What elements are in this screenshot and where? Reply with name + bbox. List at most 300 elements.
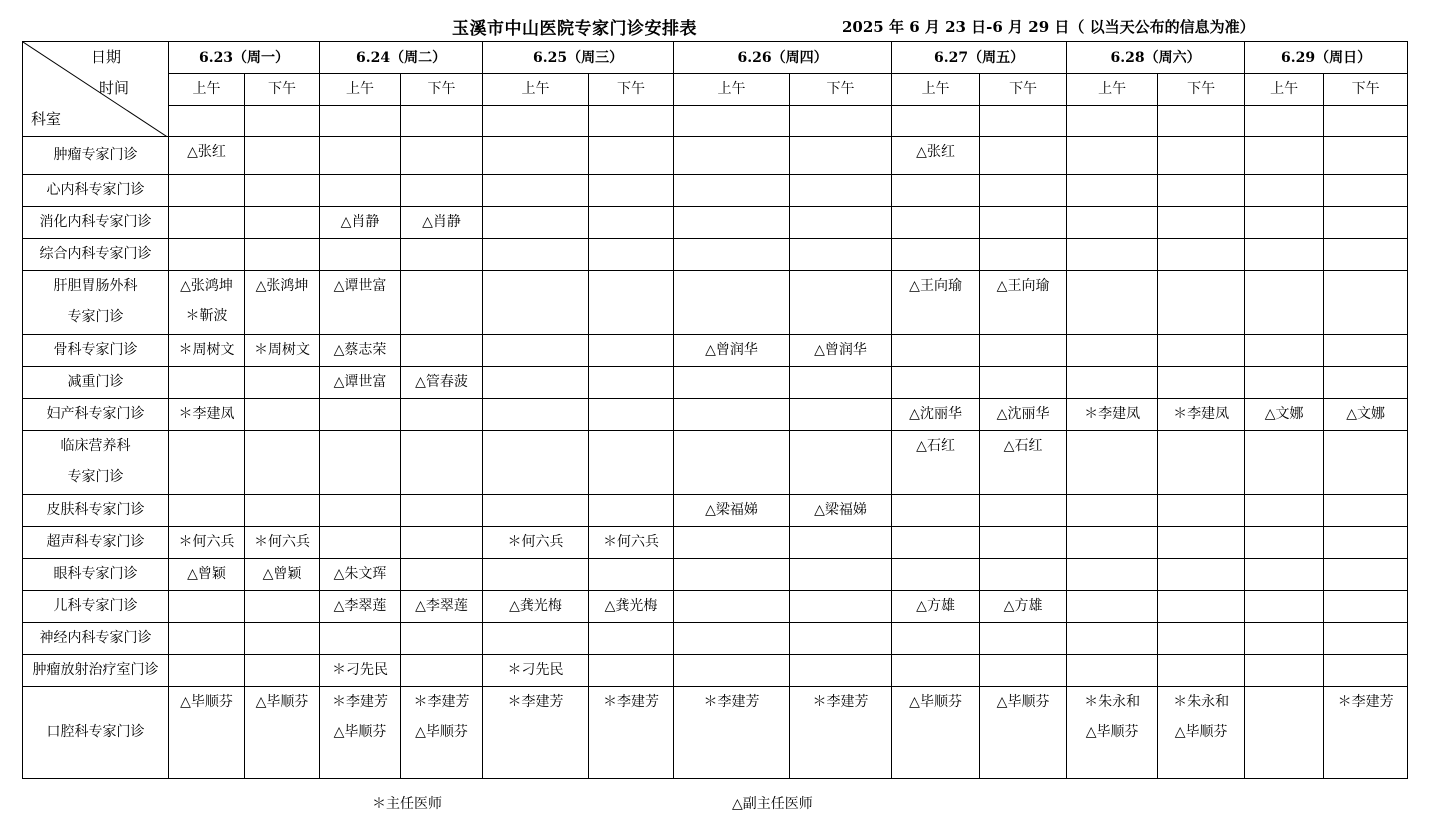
schedule-cell	[790, 655, 892, 687]
schedule-cell	[1324, 431, 1408, 495]
schedule-cell	[401, 399, 483, 431]
schedule-cell	[245, 207, 320, 239]
schedule-cell	[892, 239, 980, 271]
schedule-cell	[401, 687, 483, 779]
doctor-entry: △张红	[916, 144, 955, 160]
day-header: 6.25（周三）	[483, 42, 674, 74]
schedule-cell	[589, 175, 674, 207]
doctor-entry: △梁福娣	[705, 502, 758, 518]
schedule-cell	[1324, 495, 1408, 527]
department-name-line: 专家门诊	[67, 469, 124, 485]
schedule-cell	[169, 335, 245, 367]
schedule-cell	[790, 591, 892, 623]
doctor-entry: ＊李建凤	[1173, 406, 1230, 422]
schedule-cell	[320, 239, 401, 271]
schedule-cell	[401, 239, 483, 271]
schedule-cell	[169, 431, 245, 495]
blank-cell	[980, 105, 1067, 136]
day-header: 6.28（周六）	[1067, 42, 1245, 74]
schedule-cell	[674, 687, 790, 779]
doctor-entry: △石红	[1003, 438, 1043, 454]
schedule-cell	[589, 687, 674, 779]
doctor-entry: △毕顺芬	[333, 724, 387, 740]
schedule-cell	[483, 687, 589, 779]
schedule-cell	[169, 367, 245, 399]
schedule-cell	[790, 207, 892, 239]
schedule-cell	[674, 655, 790, 687]
doctor-entry: ＊刁先民	[332, 662, 389, 678]
doctor-entry: △沈丽华	[996, 406, 1050, 422]
doctor-entry: △沈丽华	[909, 406, 962, 422]
schedule-cell	[892, 495, 980, 527]
morning-header: 上午	[320, 74, 401, 105]
schedule-cell	[483, 591, 589, 623]
doctor-entry: ＊李建芳	[332, 694, 389, 710]
doctor-entry: △龚光梅	[604, 598, 658, 614]
schedule-cell	[674, 559, 790, 591]
schedule-cell	[320, 137, 401, 175]
schedule-cell	[245, 623, 320, 655]
blank-cell	[589, 105, 674, 136]
doctor-entry: △张鸿坤	[180, 278, 233, 294]
doctor-entry: △曾润华	[705, 342, 758, 358]
schedule-cell	[589, 559, 674, 591]
schedule-cell	[674, 431, 790, 495]
doctor-entry: ＊刁先民	[507, 662, 564, 678]
doctor-entry: △谭世富	[333, 374, 387, 390]
doctor-entry: △张鸿坤	[255, 278, 309, 294]
schedule-cell	[401, 271, 483, 335]
schedule-cell	[1158, 687, 1245, 779]
department-name-line: 心内科专家门诊	[46, 182, 145, 198]
schedule-cell	[1067, 431, 1158, 495]
header-row-halfday	[23, 74, 1408, 105]
schedule-cell	[892, 175, 980, 207]
schedule-cell	[1324, 399, 1408, 431]
schedule-cell	[1324, 687, 1408, 779]
doctor-entry: △石红	[916, 438, 955, 454]
schedule-cell	[790, 271, 892, 335]
date-range: 2025 年 6 月 23 日-6 月 29 日（ 以当天公布的信息为准）	[842, 18, 1255, 36]
blank-cell	[1067, 105, 1158, 136]
schedule-cell	[169, 271, 245, 335]
schedule-cell	[1067, 591, 1158, 623]
schedule-cell	[245, 367, 320, 399]
schedule-cell	[790, 137, 892, 175]
department-row	[23, 431, 1408, 495]
day-header: 6.24（周二）	[320, 42, 483, 74]
schedule-cell	[1245, 527, 1324, 559]
schedule-cell	[892, 591, 980, 623]
schedule-cell	[790, 431, 892, 495]
schedule-cell	[1245, 431, 1324, 495]
schedule-cell	[169, 655, 245, 687]
schedule-cell	[1067, 527, 1158, 559]
department-row	[23, 527, 1408, 559]
schedule-cell	[320, 591, 401, 623]
schedule-cell	[245, 527, 320, 559]
schedule-cell	[483, 207, 589, 239]
schedule-cell	[980, 623, 1067, 655]
schedule-cell	[401, 495, 483, 527]
schedule-cell	[1324, 623, 1408, 655]
schedule-cell	[1067, 175, 1158, 207]
schedule-cell	[320, 175, 401, 207]
schedule-cell	[589, 591, 674, 623]
schedule-cell	[245, 335, 320, 367]
corner-date-label: 日期	[91, 48, 122, 66]
schedule-cell	[245, 591, 320, 623]
corner-dept-label: 科室	[31, 110, 62, 128]
department-name	[23, 431, 169, 495]
schedule-cell	[1158, 207, 1245, 239]
schedule-cell	[320, 623, 401, 655]
department-name-line: 超声科专家门诊	[46, 534, 145, 550]
department-name	[23, 271, 169, 335]
schedule-cell	[1067, 207, 1158, 239]
afternoon-header: 下午	[589, 74, 674, 105]
department-name-line: 口腔科专家门诊	[46, 724, 145, 740]
schedule-cell	[1158, 655, 1245, 687]
schedule-cell	[892, 623, 980, 655]
schedule-cell	[892, 687, 980, 779]
department-name	[23, 623, 169, 655]
schedule-cell	[1158, 239, 1245, 271]
schedule-cell	[1067, 559, 1158, 591]
schedule-cell	[1158, 367, 1245, 399]
department-name-line: 肿瘤专家门诊	[53, 147, 138, 163]
doctor-entry: △蔡志荣	[333, 342, 387, 358]
department-row	[23, 559, 1408, 591]
schedule-cell	[892, 559, 980, 591]
schedule-cell	[980, 367, 1067, 399]
doctor-entry: △朱文珲	[333, 566, 387, 582]
schedule-cell	[245, 559, 320, 591]
blank-cell	[1245, 105, 1324, 136]
doctor-entry: △毕顺芬	[909, 694, 962, 710]
department-name	[23, 495, 169, 527]
schedule-cell	[1158, 623, 1245, 655]
schedule-cell	[980, 207, 1067, 239]
blank-cell	[245, 105, 320, 136]
day-header: 6.29（周日）	[1245, 42, 1408, 74]
doctor-entry: △王向瑜	[996, 278, 1050, 294]
header	[0, 14, 1445, 40]
afternoon-header: 下午	[401, 74, 483, 105]
schedule-cell	[483, 175, 589, 207]
schedule-cell	[401, 623, 483, 655]
schedule-cell	[245, 495, 320, 527]
schedule-cell	[245, 137, 320, 175]
doctor-entry: △曾颖	[187, 566, 226, 582]
schedule-cell	[1158, 271, 1245, 335]
doctor-entry: ＊李建芳	[603, 694, 660, 710]
blank-cell	[401, 105, 483, 136]
schedule-cell	[790, 367, 892, 399]
schedule-cell	[589, 335, 674, 367]
department-name-line: 神经内科专家门诊	[39, 630, 152, 646]
legend-associate: △副主任医师	[732, 796, 813, 812]
schedule-cell	[483, 527, 589, 559]
schedule-cell	[980, 431, 1067, 495]
department-name	[23, 655, 169, 687]
schedule-cell	[674, 239, 790, 271]
doctor-entry: ＊朱永和	[1084, 694, 1141, 710]
schedule-cell	[1158, 399, 1245, 431]
blank-cell	[169, 105, 245, 136]
schedule-cell	[1158, 335, 1245, 367]
schedule-cell	[1245, 207, 1324, 239]
schedule-cell	[790, 399, 892, 431]
schedule-cell	[169, 623, 245, 655]
schedule-cell	[245, 271, 320, 335]
department-name	[23, 559, 169, 591]
doctor-entry: △肖静	[340, 214, 380, 230]
schedule-cell	[1067, 271, 1158, 335]
schedule-cell	[674, 591, 790, 623]
schedule-cell	[1158, 591, 1245, 623]
department-name	[23, 399, 169, 431]
header-row-blank	[23, 105, 1408, 136]
schedule-cell	[980, 271, 1067, 335]
department-name	[23, 367, 169, 399]
schedule-cell	[1245, 495, 1324, 527]
schedule-cell	[320, 271, 401, 335]
schedule-cell	[1245, 559, 1324, 591]
doctor-entry: △毕顺芬	[1085, 724, 1139, 740]
schedule-cell	[892, 271, 980, 335]
department-name-line: 临床营养科	[60, 438, 131, 454]
doctor-entry: △李翠莲	[415, 598, 468, 614]
department-name	[23, 207, 169, 239]
schedule-cell	[1245, 137, 1324, 175]
schedule-cell	[320, 431, 401, 495]
schedule-cell	[674, 495, 790, 527]
doctor-entry: △曾润华	[814, 342, 867, 358]
schedule-cell	[1067, 367, 1158, 399]
department-row	[23, 655, 1408, 687]
department-name	[23, 591, 169, 623]
schedule-cell	[401, 527, 483, 559]
department-row	[23, 495, 1408, 527]
blank-cell	[674, 105, 790, 136]
blank-cell	[483, 105, 589, 136]
schedule-cell	[169, 591, 245, 623]
afternoon-header: 下午	[1324, 74, 1408, 105]
department-row	[23, 687, 1408, 779]
doctor-entry: ＊朱永和	[1173, 694, 1230, 710]
doctor-entry: ＊李建凤	[178, 406, 235, 422]
schedule-cell	[1067, 687, 1158, 779]
department-name	[23, 335, 169, 367]
schedule-cell	[401, 207, 483, 239]
schedule-cell	[1067, 239, 1158, 271]
schedule-cell	[1324, 367, 1408, 399]
department-row	[23, 399, 1408, 431]
schedule-cell	[320, 527, 401, 559]
schedule-cell	[589, 495, 674, 527]
morning-header: 上午	[1245, 74, 1324, 105]
doctor-entry: △李翠莲	[333, 598, 387, 614]
schedule-cell	[589, 367, 674, 399]
schedule-cell	[1245, 239, 1324, 271]
schedule-cell	[1067, 495, 1158, 527]
doctor-entry: △毕顺芬	[255, 694, 309, 710]
schedule-cell	[320, 367, 401, 399]
day-header: 6.26（周四）	[674, 42, 892, 74]
doctor-entry: △毕顺芬	[415, 724, 468, 740]
blank-cell	[1158, 105, 1245, 136]
schedule-cell	[245, 431, 320, 495]
schedule-cell	[169, 175, 245, 207]
schedule-cell	[483, 623, 589, 655]
doctor-entry: △毕顺芬	[180, 694, 233, 710]
doctor-entry: ＊李建芳	[1337, 694, 1394, 710]
schedule-cell	[589, 239, 674, 271]
schedule-cell	[1245, 399, 1324, 431]
schedule-cell	[483, 271, 589, 335]
schedule-cell	[1158, 431, 1245, 495]
doctor-entry: △谭世富	[333, 278, 387, 294]
schedule-table	[22, 41, 1408, 779]
doctor-entry: △文娜	[1346, 406, 1385, 422]
schedule-cell	[892, 399, 980, 431]
department-name-line: 综合内科专家门诊	[39, 246, 152, 262]
schedule-cell	[589, 527, 674, 559]
department-name	[23, 687, 169, 779]
legend-chief: ＊主任医师	[372, 796, 442, 812]
day-header: 6.23（周一）	[169, 42, 320, 74]
schedule-cell	[1245, 655, 1324, 687]
doctor-entry: ＊何六兵	[254, 534, 310, 550]
schedule-cell	[483, 399, 589, 431]
department-name	[23, 527, 169, 559]
schedule-cell	[674, 399, 790, 431]
schedule-cell	[1158, 559, 1245, 591]
department-row	[23, 271, 1408, 335]
schedule-cell	[245, 175, 320, 207]
schedule-cell	[320, 399, 401, 431]
schedule-cell	[674, 335, 790, 367]
doctor-entry: ＊周树文	[254, 342, 310, 358]
doctor-entry: △文娜	[1264, 406, 1304, 422]
schedule-cell	[980, 239, 1067, 271]
department-name-line: 肿瘤放射治疗室门诊	[32, 662, 159, 678]
doctor-entry: △曾颖	[262, 566, 302, 582]
doctor-entry: ＊何六兵	[603, 534, 660, 550]
schedule-cell	[1324, 655, 1408, 687]
doctor-entry: △肖静	[422, 214, 461, 230]
department-name	[23, 175, 169, 207]
schedule-cell	[892, 431, 980, 495]
schedule-cell	[674, 623, 790, 655]
schedule-cell	[892, 335, 980, 367]
schedule-cell	[401, 591, 483, 623]
schedule-cell	[320, 207, 401, 239]
schedule-cell	[674, 175, 790, 207]
schedule-cell	[790, 239, 892, 271]
afternoon-header: 下午	[980, 74, 1067, 105]
department-name-line: 眼科专家门诊	[53, 566, 138, 582]
doctor-entry: ＊何六兵	[507, 534, 564, 550]
department-row	[23, 591, 1408, 623]
schedule-cell	[169, 239, 245, 271]
department-name-line: 减重门诊	[67, 374, 124, 390]
schedule-cell	[892, 367, 980, 399]
schedule-cell	[589, 271, 674, 335]
corner-time-label: 时间	[99, 79, 130, 97]
schedule-cell	[401, 175, 483, 207]
doctor-entry: ＊周树文	[178, 342, 235, 358]
doctor-entry: ＊何六兵	[178, 534, 235, 550]
schedule-cell	[169, 207, 245, 239]
doctor-entry: △龚光梅	[509, 598, 562, 614]
schedule-cell	[320, 495, 401, 527]
schedule-cell	[980, 559, 1067, 591]
schedule-cell	[1324, 207, 1408, 239]
schedule-cell	[589, 399, 674, 431]
schedule-cell	[483, 655, 589, 687]
schedule-cell	[401, 367, 483, 399]
schedule-cell	[1067, 655, 1158, 687]
schedule-cell	[1245, 271, 1324, 335]
schedule-cell	[483, 495, 589, 527]
doctor-entry: ＊李建芳	[413, 694, 470, 710]
blank-cell	[320, 105, 401, 136]
schedule-cell	[892, 207, 980, 239]
schedule-cell	[401, 431, 483, 495]
department-name-line: 骨科专家门诊	[53, 342, 138, 358]
department-row	[23, 623, 1408, 655]
schedule-cell	[245, 687, 320, 779]
doctor-entry: △王向瑜	[909, 278, 962, 294]
department-row	[23, 175, 1408, 207]
schedule-cell	[1324, 335, 1408, 367]
schedule-cell	[790, 559, 892, 591]
schedule-cell	[483, 367, 589, 399]
schedule-cell	[1245, 367, 1324, 399]
department-row	[23, 367, 1408, 399]
department-name	[23, 239, 169, 271]
schedule-cell	[674, 271, 790, 335]
schedule-cell	[320, 335, 401, 367]
schedule-cell	[1067, 623, 1158, 655]
schedule-cell	[1324, 271, 1408, 335]
schedule-cell	[169, 399, 245, 431]
schedule-cell	[401, 655, 483, 687]
schedule-cell	[1158, 137, 1245, 175]
schedule-cell	[790, 687, 892, 779]
schedule-cell	[790, 623, 892, 655]
schedule-cell	[483, 137, 589, 175]
schedule-cell	[401, 335, 483, 367]
doctor-entry: ＊靳波	[185, 308, 228, 324]
schedule-cell	[980, 495, 1067, 527]
schedule-cell	[980, 137, 1067, 175]
schedule-cell	[980, 399, 1067, 431]
schedule-cell	[980, 655, 1067, 687]
morning-header: 上午	[892, 74, 980, 105]
corner-cell	[23, 42, 169, 137]
schedule-cell	[892, 527, 980, 559]
schedule-cell	[1158, 175, 1245, 207]
schedule-cell	[169, 495, 245, 527]
schedule-cell	[1324, 527, 1408, 559]
header-row-days	[23, 42, 1408, 74]
schedule-cell	[790, 175, 892, 207]
department-name-line: 消化内科专家门诊	[39, 214, 152, 230]
blank-cell	[892, 105, 980, 136]
